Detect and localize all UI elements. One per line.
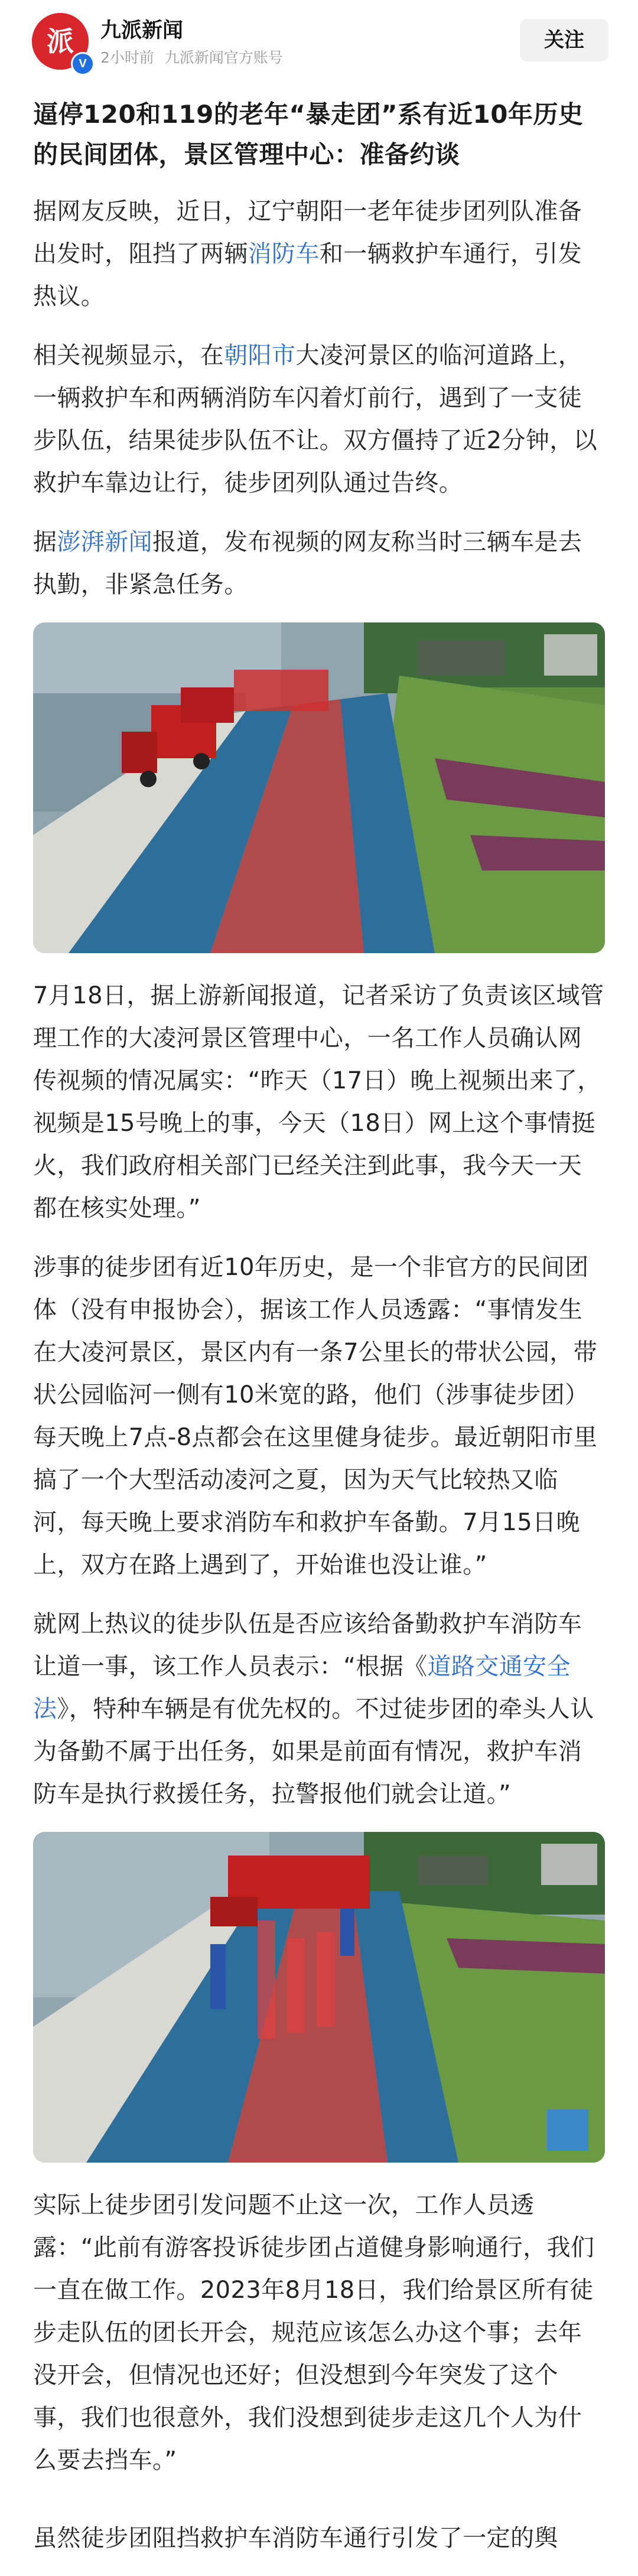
text-segment: 和一辆救护车通行，引发热议。	[33, 240, 582, 310]
post-time: 2小时前	[100, 49, 154, 66]
paragraph-6	[33, 1603, 605, 1815]
text-segment: 据网友反映，近日，辽宁朝阳一老年徒步团列队准备出发时，阻挡了两辆	[33, 198, 582, 268]
follow-button[interactable]: 关注	[520, 19, 608, 61]
article-header	[0, 0, 638, 89]
link-the-paper[interactable]: 澎湃新闻	[57, 529, 153, 556]
text-segment: 就网上热议的徒步队伍是否应该给备勤救护车消防车让道一事，该工作人员表示：“根据《	[33, 1610, 582, 1680]
paragraph-2	[33, 334, 605, 504]
article-title: 逼停120和119的老年“暴走团”系有近10年历史的民间团体，景区管理中心：准备约谈	[33, 100, 584, 169]
text-segment: 》，特种车辆是有优先权的。不过徒步团的牵头人认为备勤不属于出任务，如果是前面有情况，救护车消防车是执行救援任务，拉警报他们就会让道。”	[33, 1695, 594, 1808]
paragraph-7: 实际上徒步团引发问题不止这一次，工作人员透露：“此前有游客投诉徒步团占道健身影响通行，我们一直在做工作。2023年8月18日，我们给景区所有徒步走队伍的团长开会，规范应该怎么办这个事；去年没开会，但情况也还好；但没想到今年突发了这个事，我们也很意外，我们没想到徒步走这几个人为什么要去挡车。”	[33, 2192, 595, 2474]
text-segment: 大凌河景区的临河道路上，一辆救护车和两辆消防车闪着灯前行，遇到了一支徒步队伍，结果徒步队伍不让。双方僵持了近2分钟，以救护车靠边让行，徒步团列队通过告终。	[33, 342, 598, 497]
link-road-traffic-safety-law[interactable]: 道路交通安全法	[33, 1653, 571, 1723]
account-description: 九派新闻官方账号	[164, 49, 283, 66]
link-chaoyang-city[interactable]: 朝阳市	[224, 342, 296, 369]
article-photo-2[interactable]	[33, 1832, 605, 2163]
text-segment: 据	[33, 529, 57, 556]
paragraph-3	[33, 521, 605, 606]
paragraph-1	[33, 190, 605, 318]
avatar-text: 派	[47, 25, 74, 57]
paragraph-4: 7月18日，据上游新闻报道，记者采访了负责该区域管理工作的大凌河景区管理中心，一名工作人员确认网传视频的情况属实：“昨天（17日）晚上视频出来了，视频是15号晚上的事，今天（18日）网上这个事情挺火，我们政府相关部门已经关注到此事，我今天一天都在核实处理。”	[33, 982, 604, 1222]
account-meta	[100, 46, 294, 67]
paragraph-5: 涉事的徒步团有近10年历史，是一个非官方的民间团体（没有申报协会），据该工作人员透露：“事情发生在大凌河景区，景区内有一条7公里长的带状公园，带状公园临河一侧有10米宽的路，他们（涉事徒步团）每天晚上7点-8点都会在这里健身徒步。最近朝阳市里搞了一个大型活动凌河之夏，因为天气比较热又临河，每天晚上要求消防车和救护车备勤。7月15日晚上，双方在路上遇到了，开始谁也没让谁。”	[33, 1254, 598, 1579]
text-segment: 相关视频显示，在	[33, 342, 224, 369]
article-photo-1[interactable]	[33, 622, 605, 953]
paragraph-8: 虽然徒步团阻挡救护车消防车通行引发了一定的舆	[33, 2525, 558, 2552]
link-fire-truck[interactable]: 消防车	[248, 240, 320, 268]
article-body	[33, 94, 605, 2576]
verified-badge-icon: V	[71, 52, 95, 76]
text-segment: 报道，发布视频的网友称当时三辆车是去执勤，非紧急任务。	[33, 529, 582, 598]
account-name[interactable]: 九派新闻	[100, 19, 184, 43]
